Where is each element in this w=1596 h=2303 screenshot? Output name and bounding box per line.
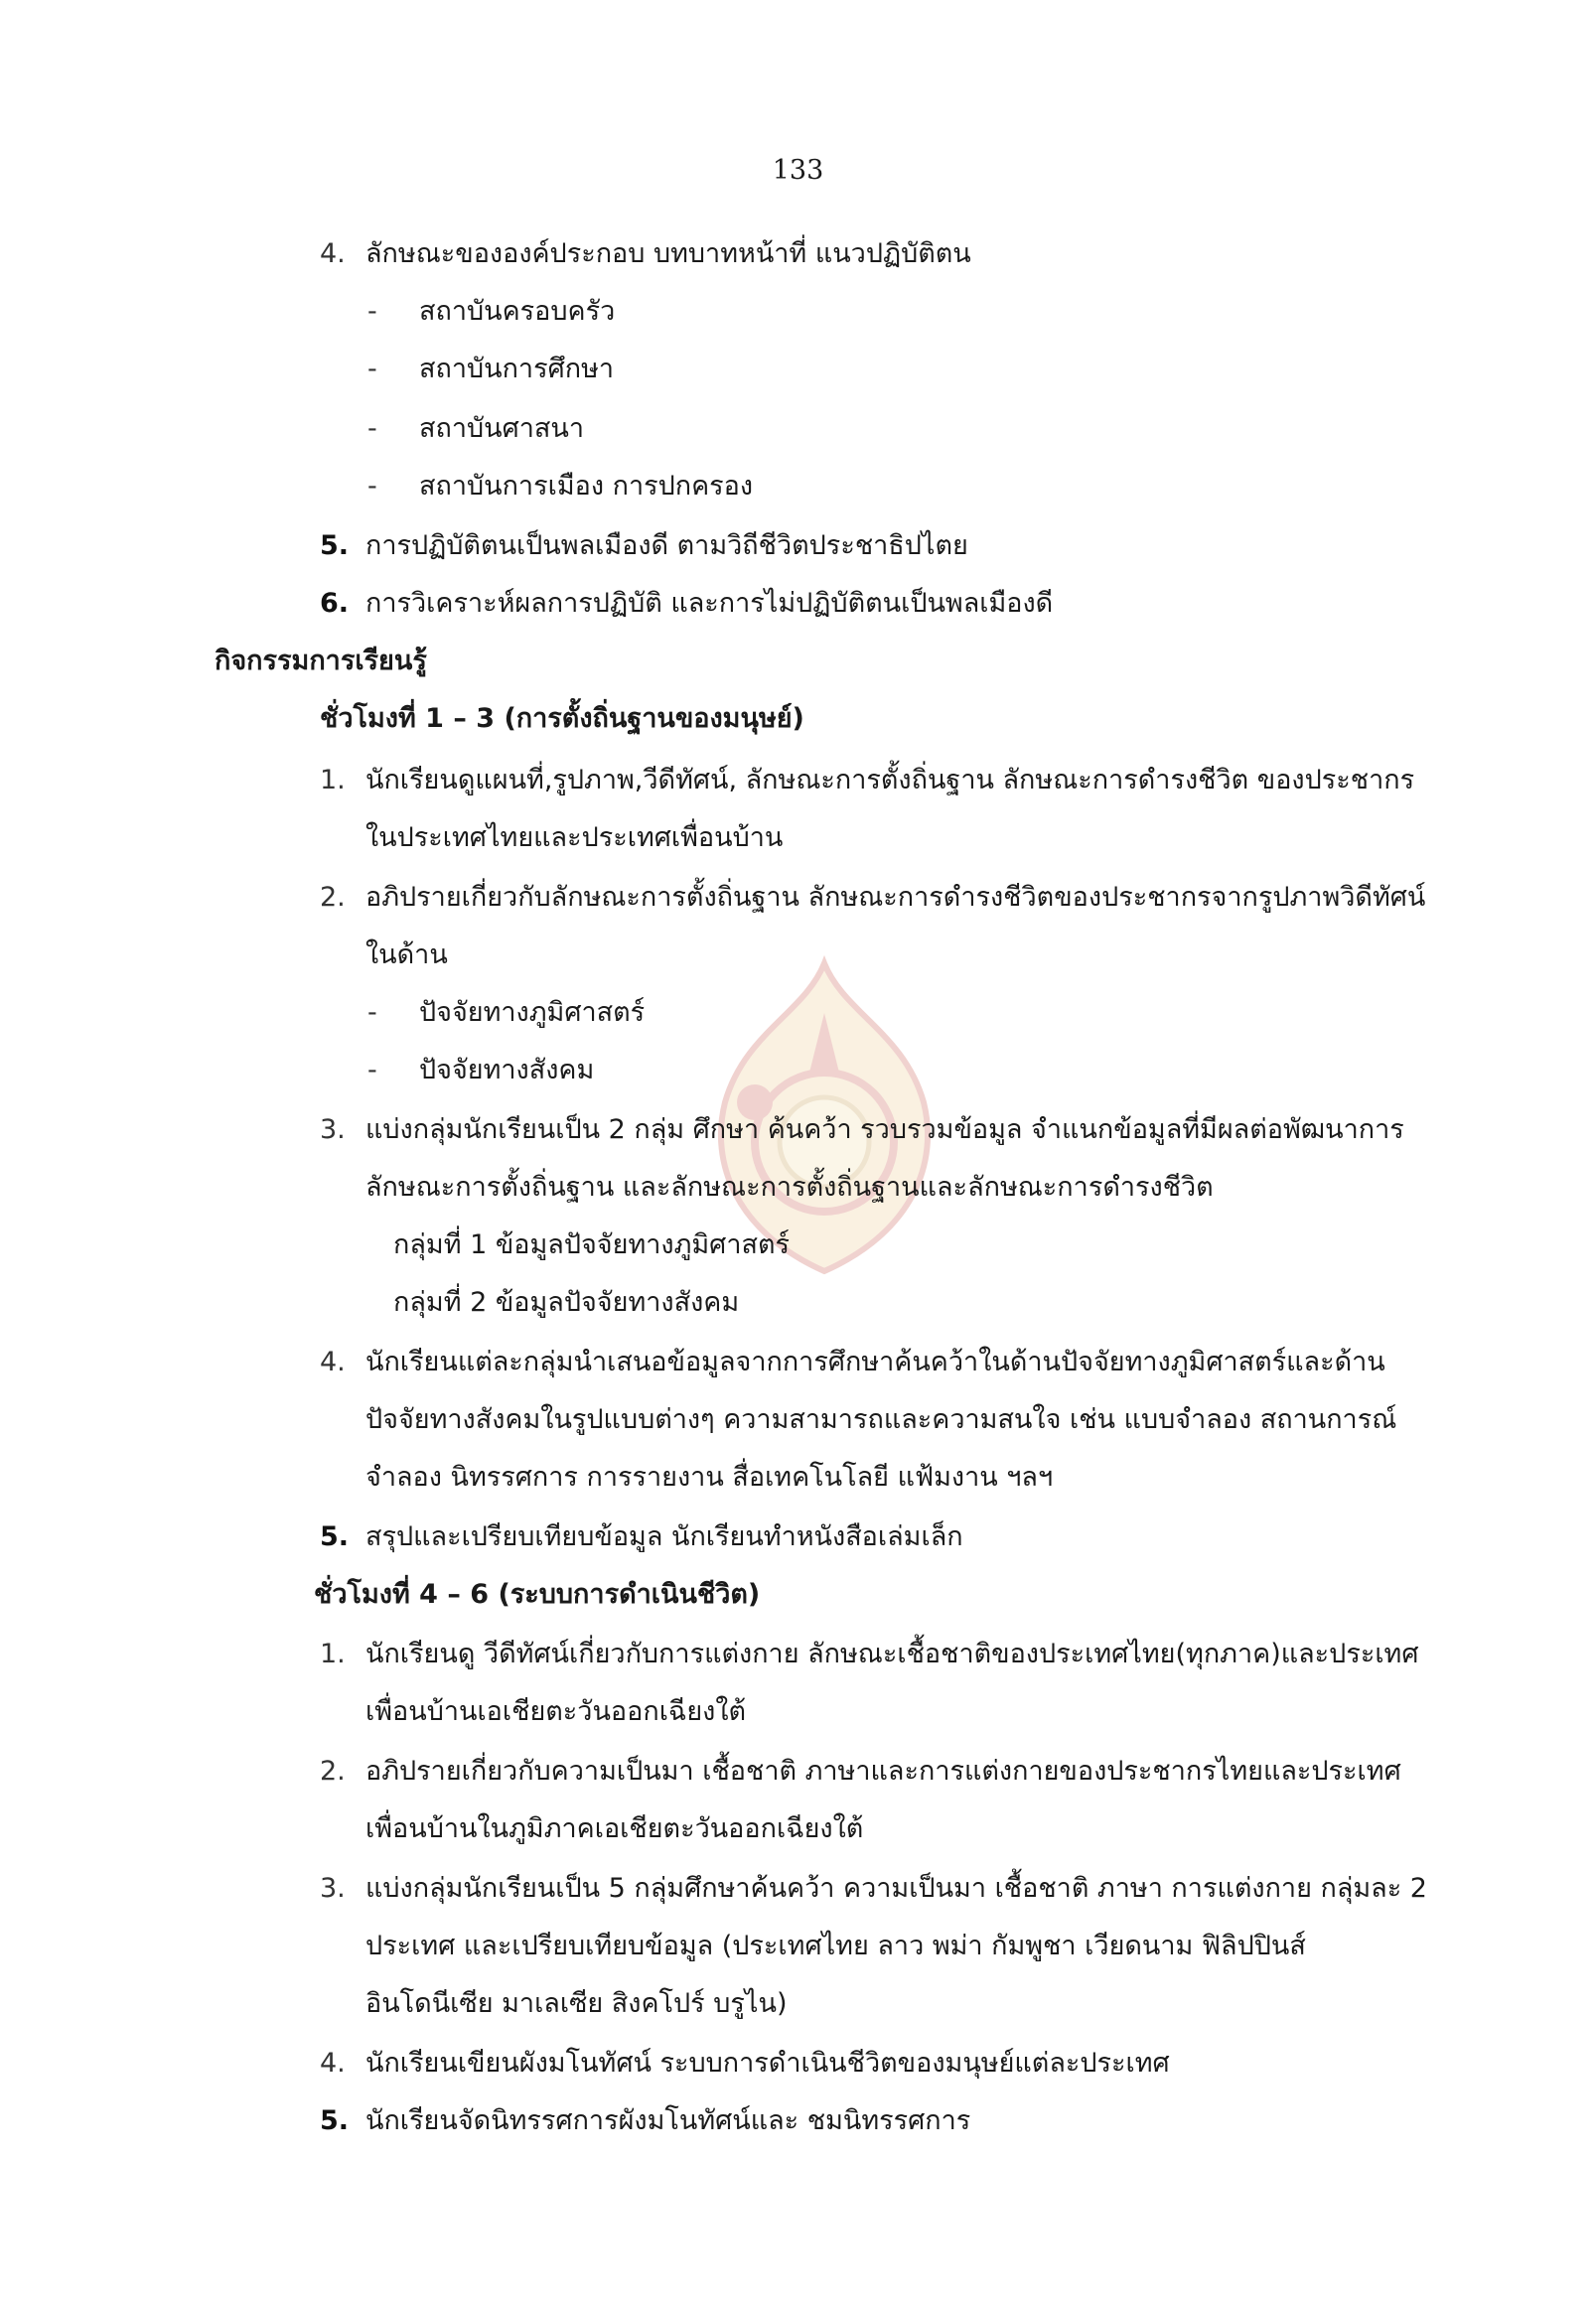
item-text: ลักษณะขององค์ประกอบ บทบาทหน้าที่ แนวปฏิบัติตน	[365, 238, 971, 269]
section-heading: กิจกรรมการเรียนรู้	[215, 646, 427, 676]
subsection-heading: ชั่วโมงที่ 1 – 3 (การตั้งถิ่นฐานของมนุษย์)	[320, 703, 804, 734]
activity-item-2-cont: ในด้าน	[365, 939, 448, 970]
content-item-4	[320, 236, 971, 272]
activity-item-3-cont: อินโดนีเซีย มาเลเซีย สิงคโปร์ บรูไน)	[365, 1988, 788, 2019]
activity-item-2-cont: เพื่อนบ้านในภูมิภาคเอเชียตะวันออกเฉียงใต้	[365, 1813, 864, 1844]
content-item-6: 6. การวิเคราะห์ผลการปฏิบัติ และการไม่ปฏิบัติตนเป็นพลเมืองดี	[320, 588, 1054, 619]
activity-item-5: 5. นักเรียนจัดนิทรรศการผังมโนทัศน์และ ชมนิทรรศการ	[320, 2105, 971, 2136]
group-line: กลุ่มที่ 2 ข้อมูลปัจจัยทางสังคม	[393, 1287, 740, 1318]
activity-item-3-cont: ประเทศ และเปรียบเทียบข้อมูล (ประเทศไทย ลาว พม่า กัมพูชา เวียดนาม ฟิลิปปินส์	[365, 1931, 1306, 1961]
activity-item-1-cont: เพื่อนบ้านเอเชียตะวันออกเฉียงใต้	[365, 1696, 747, 1727]
activity-item-4-cont: จำลอง นิทรรศการ การรายงาน สื่อเทคโนโลยี แฟ้มงาน ฯลฯ	[365, 1462, 1054, 1493]
activity-item-4: 4. นักเรียนเขียนผังมโนทัศน์ ระบบการดำเนินชีวิตของมนุษย์แต่ละประเทศ	[320, 2048, 1170, 2079]
sub-item: - ปัจจัยทางภูมิศาสตร์	[367, 997, 646, 1028]
activity-item-5: 5. สรุปและเปรียบเทียบข้อมูล นักเรียนทำหนังสือเล่มเล็ก	[320, 1521, 963, 1552]
activity-item-1: 1. นักเรียนดูแผนที่,รูปภาพ,วีดีทัศน์, ลักษณะการตั้งถิ่นฐาน ลักษณะการดำรงชีวิต ของประชากร	[320, 765, 1415, 795]
page-number: 133	[772, 155, 824, 186]
activity-item-4-cont: ปัจจัยทางสังคมในรูปแบบต่างๆ ความสามารถและความสนใจ เช่น แบบจำลอง สถานการณ์	[365, 1404, 1397, 1435]
sub-item: - สถาบันศาสนา	[367, 413, 584, 444]
activity-item-3: 3. แบ่งกลุ่มนักเรียนเป็น 2 กลุ่ม ศึกษา ค้นคว้า รวบรวมข้อมูล จำแนกข้อมูลที่มีผลต่อพัฒนาการ	[320, 1114, 1404, 1145]
sub-item: - ปัจจัยทางสังคม	[367, 1055, 595, 1085]
activity-item-2: 2. อภิปรายเกี่ยวกับความเป็นมา เชื้อชาติ ภาษาและการแต่งกายของประชากรไทยและประเทศ	[320, 1756, 1401, 1787]
activity-item-1: 1. นักเรียนดู วีดีทัศน์เกี่ยวกับการแต่งกาย ลักษณะเชื้อชาติของประเทศไทย(ทุกภาค)และประเทศ	[320, 1639, 1419, 1669]
sub-item: - สถาบันครอบครัว	[367, 296, 616, 327]
activity-item-4: 4. นักเรียนแต่ละกลุ่มนำเสนอข้อมูลจากการศึกษาค้นคว้าในด้านปัจจัยทางภูมิศาสตร์และด้าน	[320, 1347, 1385, 1377]
activity-item-2: 2. อภิปรายเกี่ยวกับลักษณะการตั้งถิ่นฐาน ลักษณะการดำรงชีวิตของประชากรจากรูปภาพวิดีทัศน์	[320, 882, 1426, 913]
subsection-heading: ชั่วโมงที่ 4 – 6 (ระบบการดำเนินชีวิต)	[314, 1579, 761, 1610]
activity-item-1-cont: ในประเทศไทยและประเทศเพื่อนบ้าน	[365, 822, 784, 853]
group-line: กลุ่มที่ 1 ข้อมูลปัจจัยทางภูมิศาสตร์	[393, 1229, 791, 1260]
content-item-5: 5. การปฏิบัติตนเป็นพลเมืองดี ตามวิถีชีวิตประชาธิปไตย	[320, 530, 968, 561]
item-number: 4.	[320, 238, 346, 269]
activity-item-3-cont: ลักษณะการตั้งถิ่นฐาน และลักษณะการตั้งถิ่นฐานและลักษณะการดำรงชีวิต	[365, 1172, 1214, 1203]
sub-item: - สถาบันการเมือง การปกครอง	[367, 471, 754, 502]
sub-item: - สถาบันการศึกษา	[367, 354, 615, 384]
activity-item-3: 3. แบ่งกลุ่มนักเรียนเป็น 5 กลุ่มศึกษาค้นคว้า ความเป็นมา เชื้อชาติ ภาษา การแต่งกาย กลุ่มละ 2	[320, 1873, 1427, 1904]
